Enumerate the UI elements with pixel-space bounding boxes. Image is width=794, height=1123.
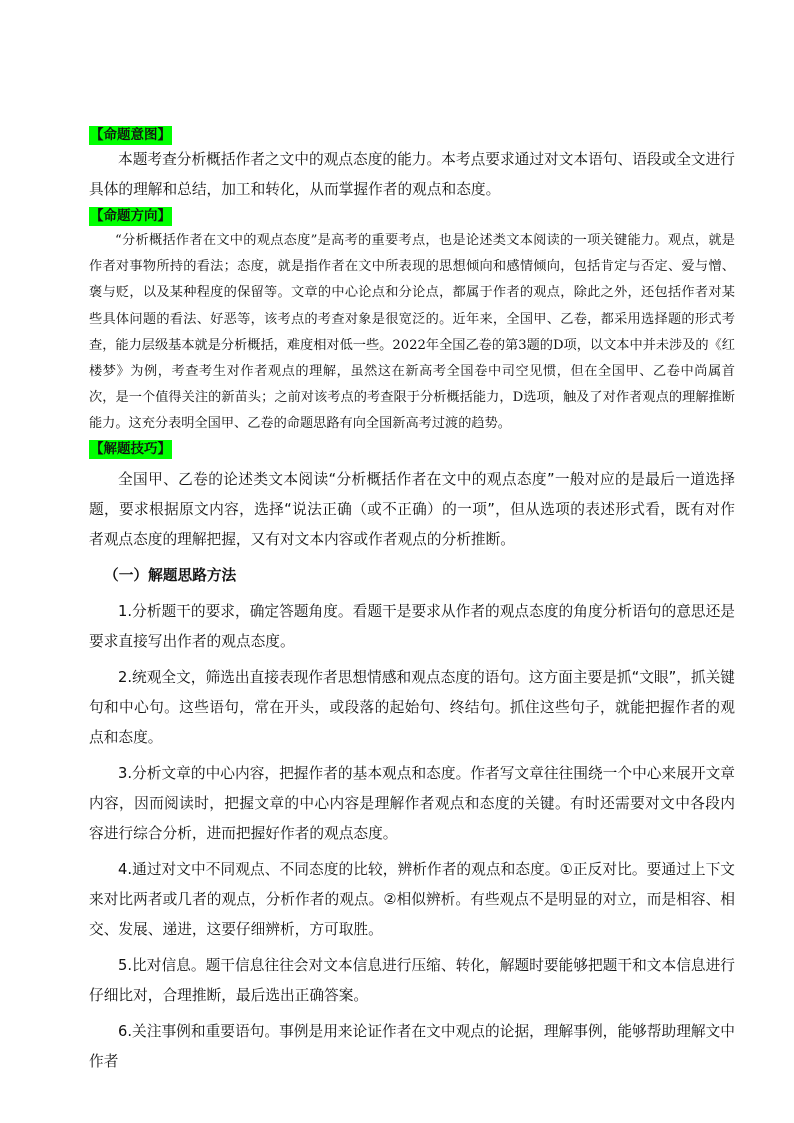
tag-direction: 【命题方向】 bbox=[90, 208, 171, 224]
skill-item-1: 1.分析题干的要求，确定答题角度。看题干是要求从作者的观点态度的角度分析语句的意思还是要求直接写出作者的观点态度。 bbox=[89, 602, 735, 650]
section-skills bbox=[89, 438, 735, 1077]
skill-item-4: 4.通过对文中不同观点、不同态度的比较，辨析作者的观点和态度。①正反对比。要通过上下文来对比两者或几者的观点，分析作者的观点。②相似辨析。有些观点不是明显的对立，而是相容、相交、发展、递进，这要仔细辨析，方可取胜。 bbox=[89, 860, 735, 938]
skills-intro: 全国甲、乙卷的论述类文本阅读“分析概括作者在文中的观点态度”一般对应的是最后一道选择题，要求根据原文内容，选择“说法正确（或不正确）的一项”，但从选项的表述形式看，既有对作者观点态度的理解把握，又有对文本内容或作者观点的分析推断。 bbox=[89, 470, 735, 548]
skill-item-2: 2.统观全文，筛选出直接表现作者思想情感和观点态度的语句。这方面主要是抓“文眼”，抓关键句和中心句。这些语句，常在开头，或段落的起始句、终结句。抓住这些句子，就能把握作者的观点和态度。 bbox=[89, 668, 735, 746]
section-direction bbox=[89, 205, 735, 438]
tag-skills: 【解题技巧】 bbox=[90, 440, 171, 457]
skill-item-5: 5.比对信息。题干信息往往会对文本信息进行压缩、转化，解题时要能够把题干和文本信息进行仔细比对，合理推断，最后选出正确答案。 bbox=[89, 956, 735, 1004]
tag-intent: 【命题意图】 bbox=[90, 127, 171, 143]
section-intent bbox=[89, 124, 735, 205]
direction-text: “分析概括作者在文中的观点态度”是高考的重要考点，也是论述类文本阅读的一项关键能力。观点，就是作者对事物所持的看法；态度，就是指作者在文中所表现的思想倾向和感情倾向，包括肯定与否定、爱与憎、褒与贬，以及某种程度的保留等。文章的中心论点和分论点，都属于作者的观点，除此之外，还包括作者对某些具体问题的看法、好恶等，该考点的考查对象是很宽泛的。近年来，全国甲、乙卷，都采用选择题的形式考查，能力层级基本就是分析概括，难度相对低一些。2022年全国乙卷的第3题的D项，以文本中并未涉及的《红楼梦》为例，考查考生对作者观点的理解，虽然这在新高考全国卷中司空见惯，但在全国甲、乙卷中尚属首次，是一个值得关注的新苗头；之前对该考点的考查限于分析概括能力，D选项，触及了对作者观点的理解推断能力。这充分表明全国甲、乙卷的命题思路有向全国新高考过渡的趋势。 bbox=[89, 233, 735, 432]
skill-item-3: 3.分析文章的中心内容，把握作者的基本观点和态度。作者写文章往往围绕一个中心来展开文章内容，因而阅读时，把握文章的中心内容是理解作者观点和态度的关键。有时还需要对文中各段内容进行综合分析，进而把握好作者的观点态度。 bbox=[89, 764, 735, 842]
document-body bbox=[89, 124, 735, 1077]
intent-text: 本题考查分析概括作者之文中的观点态度的能力。本考点要求通过对文本语句、语段或全文进行具体的理解和总结，加工和转化，从而掌握作者的观点和态度。 bbox=[89, 151, 735, 198]
skill-item-6: 6.关注事例和重要语句。事例是用来论证作者在文中观点的论据，理解事例，能够帮助理解文中作者 bbox=[89, 1022, 735, 1070]
skills-subhead: （一）解题思路方法 bbox=[104, 566, 237, 584]
